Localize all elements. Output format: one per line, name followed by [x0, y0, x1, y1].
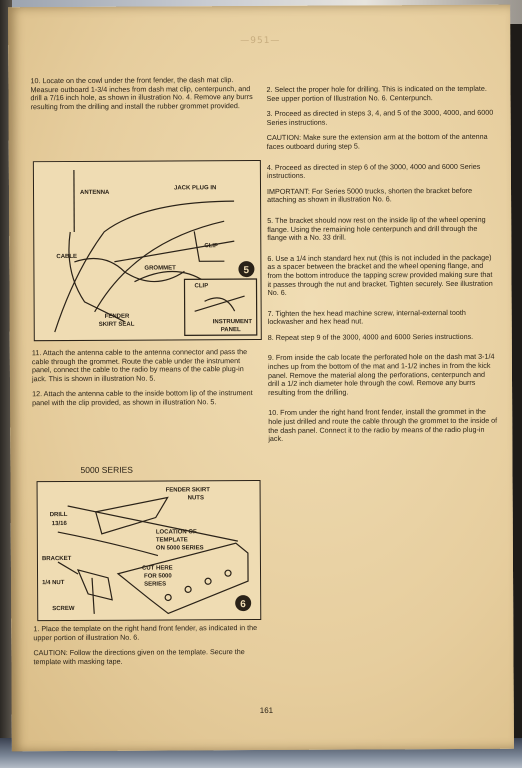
- step-8: 8. Repeat step 9 of the 3000, 4000 and 6000 Series instructions.: [267, 331, 474, 342]
- step-1: 1. Place the template on the right hand front fender, as indicated in the upper portion of illustration No. 6.: [33, 623, 258, 642]
- label-cut-here: CUT HERE: [141, 565, 173, 572]
- step-12: 12. Attach the antenna cable to the inside bottom lip of the instrument panel with the clip provided, as shown in illustration No. 5.: [32, 388, 253, 408]
- left-column-top: [30, 76, 258, 119]
- label-nuts: NUTS: [187, 495, 204, 502]
- step-3: 3. Proceed as directed in steps 3, 4, and 5 of the 3000, 4000, and 6000 Series instructions.: [266, 107, 494, 127]
- figure-6-number: 6: [240, 599, 246, 611]
- left-column-middle: [32, 348, 260, 415]
- figure-6-illustration: [38, 481, 261, 620]
- label-clip-inset: CLIP: [194, 283, 209, 290]
- figure-5: [33, 160, 262, 341]
- figure-6: [37, 480, 262, 621]
- label-drill-size: 13/16: [51, 521, 67, 528]
- label-antenna: ANTENNA: [80, 189, 110, 196]
- caution-antenna: CAUTION: Make sure the extension arm at the bottom of the antenna faces outboard during step 5.: [266, 132, 488, 151]
- label-panel: PANEL: [220, 327, 241, 334]
- label-on-series: ON 5000 SERIES: [155, 545, 204, 552]
- label-fender: FENDER: [104, 313, 130, 320]
- step-4: 4. Proceed as directed in step 6 of the 3000, 4000 and 6000 Series instructions.: [266, 161, 481, 181]
- label-instrument: INSTRUMENT: [212, 319, 253, 326]
- label-clip-top: CLIP: [204, 243, 218, 250]
- label-jack: JACK PLUG IN: [173, 185, 217, 192]
- bracket-shape: [118, 543, 248, 614]
- step-10-left: 10. Locate on the cowl under the front fender, the dash mat clip. Measure outboard 1-3/4 inches from dash mat clip, centerpunch, and drill a 7/16 inch hole, as shown in illustration No. 4. Remove any burrs resulting from the drilling and install the rubber grommet provided.: [30, 75, 253, 111]
- label-for-5000: FOR 5000: [144, 573, 172, 580]
- step-10-right: 10. From under the right hand front fender, install the grommet in the hole just drilled and route the cable through the grommet to the inside of the dash panel. Connect it to the radio by means of the radio plug-in jack.: [268, 407, 498, 444]
- left-column-bottom: [33, 624, 261, 674]
- step-11: 11. Attach the antenna cable to the antenna connector and pass the cable through the grommet. Route the cable under the instrument panel, connect the cable to the radio by means of the cable plug-in jack. This is shown in illustration No. 5.: [31, 347, 248, 383]
- label-template: TEMPLATE: [155, 537, 188, 544]
- label-drill: DRILL: [49, 512, 68, 519]
- label-series: SERIES: [144, 581, 167, 588]
- series-heading: 5000 SERIES: [80, 464, 133, 475]
- label-quarter-nut: 1/4 NUT: [42, 580, 65, 587]
- label-skirt-seal: SKIRT SEAL: [98, 321, 135, 328]
- figure-5-number: 5: [243, 265, 250, 277]
- step-2: 2. Select the proper hole for drilling. This is indicated on the template. See upper portion of Illustration No. 6. Centerpunch.: [266, 83, 487, 103]
- label-grommet: GROMMET: [144, 265, 176, 272]
- label-fender-skirt: FENDER SKIRT: [165, 487, 210, 494]
- step-9: 9. From inside the cab locate the perforated hole on the dash mat 3-1/4 inches up from the bottom of the mat and 1-1/2 inches in from the kick panel. Remove the material along the perforations, centerpunch and drill a 1/2 inch diameter hole through the cowl. Remove any burrs resulting from the drilling.: [267, 352, 495, 397]
- important-note: IMPORTANT: For Series 5000 trucks, shorten the bracket before attaching as shown in illustration No. 6.: [266, 185, 473, 205]
- right-column: [266, 85, 498, 451]
- label-cable: CABLE: [56, 253, 78, 261]
- figure-5-illustration: [34, 161, 261, 340]
- label-location-of: LOCATION OF: [155, 529, 197, 536]
- template-shape: [96, 497, 168, 533]
- step-5: 5. The bracket should now rest on the inside lip of the wheel opening flange. Using the remaining hole centerpunch and drill through the flange with a No. 33 drill.: [267, 214, 486, 243]
- label-bracket: BRACKET: [41, 555, 72, 563]
- caution-template: CAUTION: Follow the directions given on the template. Secure the template with masking tape.: [33, 647, 245, 666]
- faint-header: —951—: [240, 35, 281, 47]
- step-6: 6. Use a 1/4 inch standard hex nut (this is not included in the package) as a spacer between the bracket and the wheel opening flange, and from the bottom introduce the tapping screw provided making sure that it passes through the nut and bracket. Tighten securely. See illustration No. 6.: [267, 252, 493, 298]
- manual-page: [8, 5, 514, 752]
- label-screw: SCREW: [52, 605, 75, 613]
- page-number: 161: [259, 705, 274, 716]
- step-7: 7. Tighten the hex head machine screw, internal-external tooth lockwasher and hex head nut.: [267, 307, 466, 327]
